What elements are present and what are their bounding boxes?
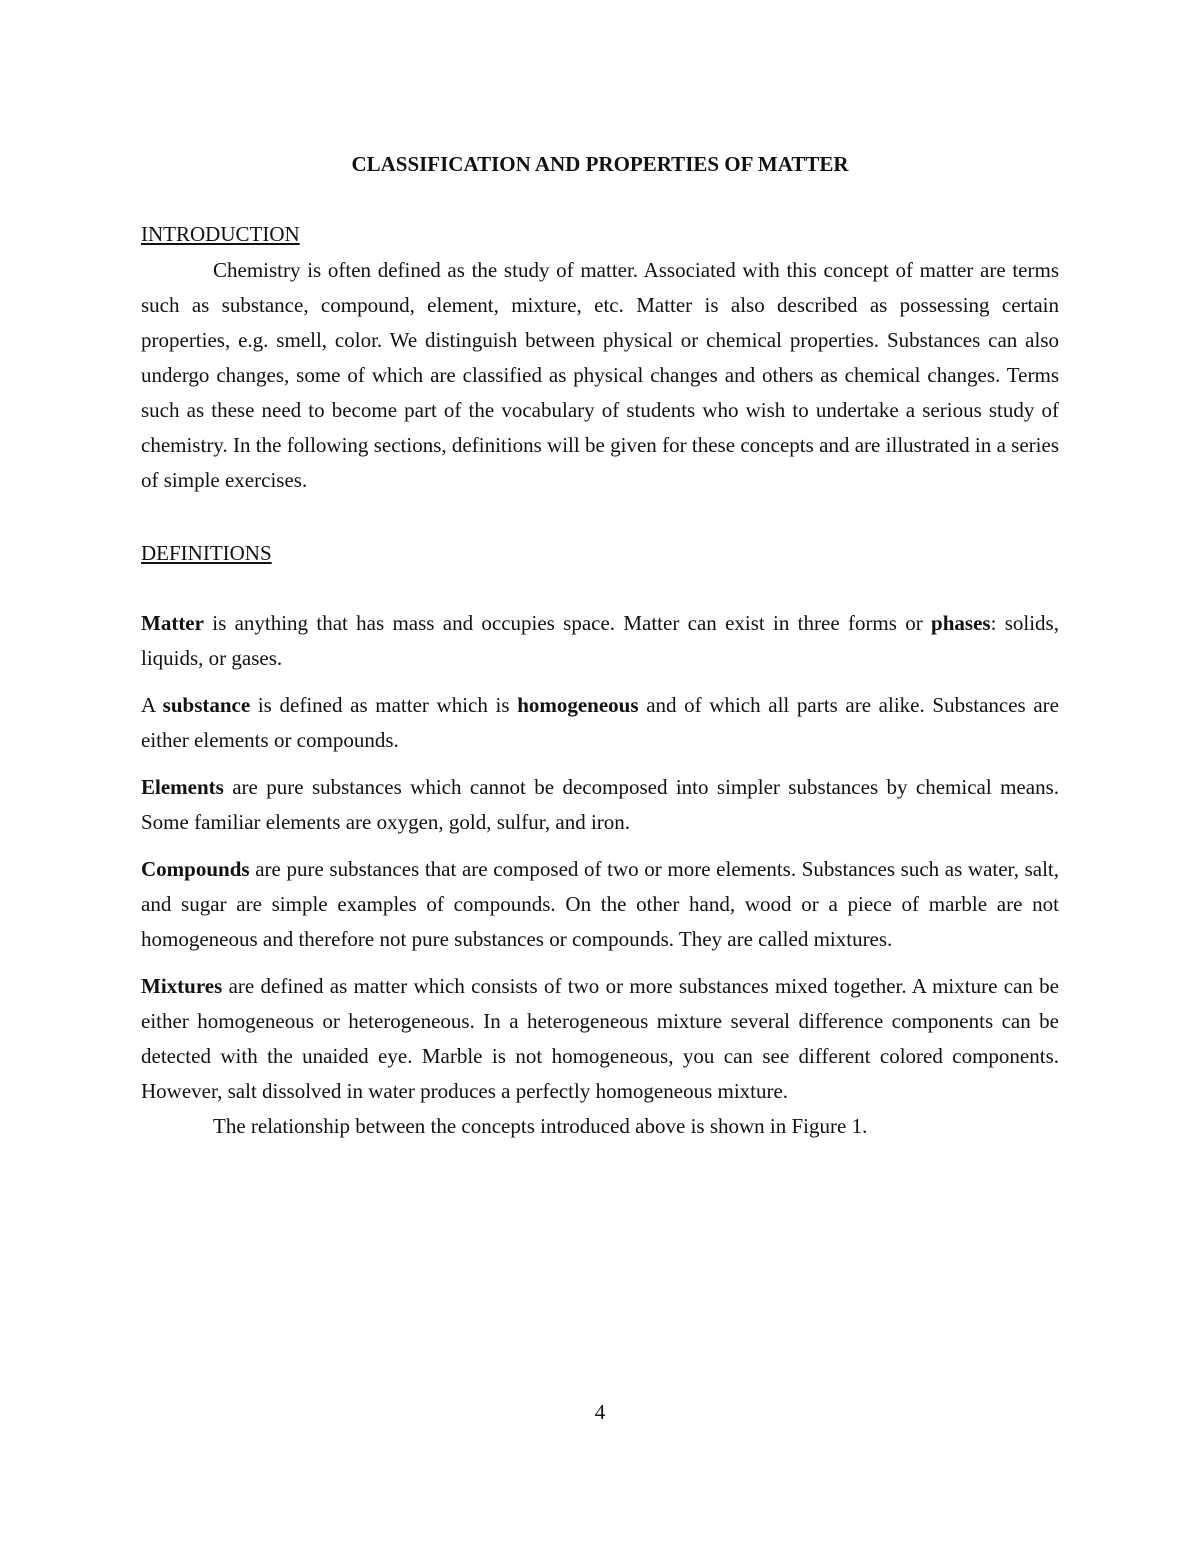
- page-title: CLASSIFICATION AND PROPERTIES OF MATTER: [351, 152, 849, 176]
- definition-substance-text-0: A: [141, 693, 163, 717]
- introduction-section: [141, 253, 1059, 498]
- definition-compounds-text: are pure substances that are composed of two or more elements. Substances such as water, salt, and sugar are simple examples of compounds. On the other hand, wood or a piece of marble are not homogeneous and therefore not pure substances or compounds. They are called mixtures.: [141, 857, 1059, 951]
- term-substance: substance: [162, 693, 251, 717]
- definition-substance-text-1: is defined as matter which is: [250, 693, 518, 717]
- term-compounds: Compounds: [141, 857, 250, 881]
- term-matter: Matter: [141, 611, 204, 635]
- definition-mixtures: [141, 969, 1059, 1109]
- definition-matter-text-1: is anything that has mass and occupies space. Matter can exist in three forms or: [203, 611, 932, 635]
- term-elements: Elements: [141, 775, 224, 799]
- definitions-section: [141, 606, 1059, 1144]
- page-number: 4: [594, 1400, 606, 1424]
- introduction-paragraph: Chemistry is often defined as the study of matter. Associated with this concept of matter are terms such as substance, compound, element, mixture, etc. Matter is also described as possessing certain properties, e.g. smell, color. We distinguish between physical or chemical properties. Substances can also undergo changes, some of which are classified as physical changes and others as chemical changes. Terms such as these need to become part of the vocabulary of students who wish to undertake a serious study of chemistry. In the following sections, definitions will be given for these concepts and are illustrated in a series of simple exercises.: [141, 258, 1059, 492]
- definition-substance: [141, 688, 1059, 758]
- definition-mixtures-text: are defined as matter which consists of two or more substances mixed together. A mixture can be either homogeneous or heterogeneous. In a heterogeneous mixture several difference components can be detected with the unaided eye. Marble is not homogeneous, you can see different colored components. However, salt dissolved in water produces a perfectly homogeneous mixture.: [141, 974, 1059, 1103]
- term-phases: phases: [931, 611, 991, 635]
- definition-matter-text-2: : solids, liquids, or gases.: [141, 611, 1059, 670]
- term-mixtures: Mixtures: [141, 974, 223, 998]
- definition-substance-text-2: and of which all parts are alike. Substances are either elements or compounds.: [141, 693, 1059, 752]
- definition-matter: [141, 606, 1059, 676]
- definition-elements: [141, 770, 1059, 840]
- definitions-heading: DEFINITIONS: [141, 541, 272, 565]
- term-homogeneous: homogeneous: [517, 693, 639, 717]
- definition-elements-text: are pure substances which cannot be decomposed into simpler substances by chemical means. Some familiar elements are oxygen, gold, sulfur, and iron.: [141, 775, 1059, 834]
- introduction-heading: INTRODUCTION: [141, 222, 300, 246]
- definition-compounds: [141, 852, 1059, 957]
- relationship-paragraph: The relationship between the concepts introduced above is shown in Figure 1.: [213, 1114, 868, 1138]
